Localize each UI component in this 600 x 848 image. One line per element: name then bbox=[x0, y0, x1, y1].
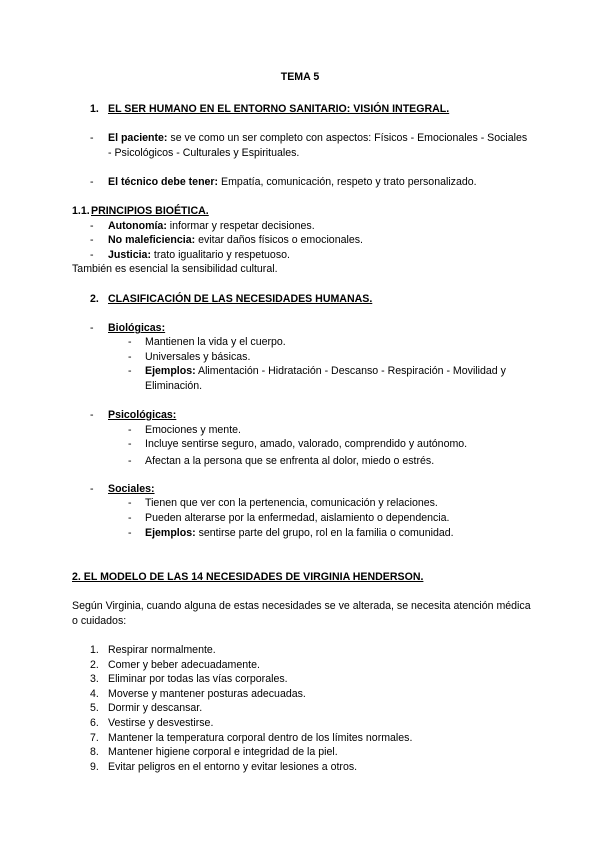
section-3-heading: 2. EL MODELO DE LAS 14 NECESIDADES DE VIRGINIA HENDERSON. bbox=[72, 571, 424, 583]
list-number: 9. bbox=[90, 761, 99, 773]
list-item: Afectan a la persona que se enfrenta al dolor, miedo o estrés. bbox=[145, 455, 435, 467]
list-item: Vestirse y desvestirse. bbox=[108, 717, 214, 729]
list-number: 6. bbox=[90, 717, 99, 729]
list-item: Dormir y descansar. bbox=[108, 702, 203, 714]
section-3-intro: Según Virginia, cuando alguna de estas necesidades se ve alterada, se necesita atención médica o cuidados: bbox=[72, 600, 531, 627]
item-label: Autonomía: bbox=[108, 220, 167, 232]
list-item: Evitar peligros en el entorno y evitar lesiones a otros. bbox=[108, 761, 358, 773]
list-number: 8. bbox=[90, 746, 99, 758]
bullet-dash: - bbox=[90, 249, 94, 261]
bullet-dash: - bbox=[90, 132, 94, 144]
list-item: Mantener higiene corporal e integridad de la piel. bbox=[108, 746, 338, 758]
bullet-dash: - bbox=[128, 527, 132, 539]
bullet-dash: - bbox=[90, 409, 94, 421]
list-number: 1. bbox=[90, 644, 99, 656]
list-item bbox=[108, 219, 315, 234]
list-item: Eliminar por todas las vías corporales. bbox=[108, 673, 288, 685]
list-item: Comer y beber adecuadamente. bbox=[108, 659, 260, 671]
item-text: Empatía, comunicación, respeto y trato personalizado. bbox=[218, 176, 477, 188]
item-text: se ve como un ser completo con aspectos: Físicos - Emocionales - Sociales - Psicológicos - Culturales y Espirituales. bbox=[108, 132, 528, 159]
bullet-dash: - bbox=[128, 438, 132, 450]
section-1-number: 1. bbox=[90, 103, 99, 115]
item-label: Ejemplos: bbox=[145, 365, 196, 377]
list-item bbox=[145, 364, 535, 393]
bullet-dash: - bbox=[128, 424, 132, 436]
list-item: Pueden alterarse por la enfermedad, aislamiento o dependencia. bbox=[145, 512, 450, 524]
bullet-dash: - bbox=[128, 351, 132, 363]
list-number: 7. bbox=[90, 732, 99, 744]
list-item: Moverse y mantener posturas adecuadas. bbox=[108, 688, 306, 700]
list-item: Respirar normalmente. bbox=[108, 644, 216, 656]
group-label-sociales: Sociales: bbox=[108, 483, 155, 495]
item-label: Justicia: bbox=[108, 249, 151, 261]
list-item: Mantienen la vida y el cuerpo. bbox=[145, 336, 286, 348]
item-text: sentirse parte del grupo, rol en la familia o comunidad. bbox=[195, 527, 454, 539]
section-2-number: 2. bbox=[90, 293, 99, 305]
section-2-heading: CLASIFICACIÓN DE LAS NECESIDADES HUMANAS. bbox=[108, 293, 373, 305]
list-number: 4. bbox=[90, 688, 99, 700]
list-number: 3. bbox=[90, 673, 99, 685]
bullet-dash: - bbox=[128, 336, 132, 348]
page-title: TEMA 5 bbox=[280, 71, 320, 83]
list-item bbox=[108, 233, 363, 248]
bullet-dash: - bbox=[128, 497, 132, 509]
item-text: trato igualitario y respetuoso. bbox=[150, 249, 290, 261]
item-text: informar y respetar decisiones. bbox=[166, 220, 315, 232]
item-label: Ejemplos: bbox=[145, 527, 196, 539]
bullet-dash: - bbox=[90, 234, 94, 246]
list-item bbox=[108, 131, 528, 160]
list-number: 5. bbox=[90, 702, 99, 714]
group-label-psicologicas: Psicológicas: bbox=[108, 409, 177, 421]
section-1-1-number: 1.1. bbox=[72, 205, 90, 217]
list-item bbox=[108, 248, 290, 263]
bullet-dash: - bbox=[90, 176, 94, 188]
list-item: Emociones y mente. bbox=[145, 424, 241, 436]
bullet-dash: - bbox=[128, 455, 132, 467]
group-label-biologicas: Biológicas: bbox=[108, 322, 166, 334]
item-text: Alimentación - Hidratación - Descanso - Respiración - Movilidad y Eliminación. bbox=[145, 365, 506, 392]
list-item: Mantener la temperatura corporal dentro de los límites normales. bbox=[108, 732, 413, 744]
section-1-heading: EL SER HUMANO EN EL ENTORNO SANITARIO: VISIÓN INTEGRAL. bbox=[108, 103, 450, 115]
bullet-dash: - bbox=[90, 322, 94, 334]
list-item: Universales y básicas. bbox=[145, 351, 251, 363]
list-number: 2. bbox=[90, 659, 99, 671]
bullet-dash: - bbox=[90, 483, 94, 495]
list-item: Incluye sentirse seguro, amado, valorado, comprendido y autónomo. bbox=[145, 438, 468, 450]
bullet-dash: - bbox=[128, 365, 132, 377]
bullet-dash: - bbox=[128, 512, 132, 524]
item-label: No maleficiencia: bbox=[108, 234, 196, 246]
item-label: El técnico debe tener: bbox=[108, 176, 219, 188]
bullet-dash: - bbox=[90, 220, 94, 232]
item-label: El paciente: bbox=[108, 132, 168, 144]
item-text: evitar daños físicos o emocionales. bbox=[195, 234, 363, 246]
list-item bbox=[145, 526, 454, 541]
list-item: Tienen que ver con la pertenencia, comunicación y relaciones. bbox=[145, 497, 438, 509]
section-1-1-note: También es esencial la sensibilidad cultural. bbox=[72, 263, 278, 275]
section-1-1-heading: PRINCIPIOS BIOÉTICA. bbox=[91, 205, 209, 217]
list-item bbox=[108, 175, 477, 190]
